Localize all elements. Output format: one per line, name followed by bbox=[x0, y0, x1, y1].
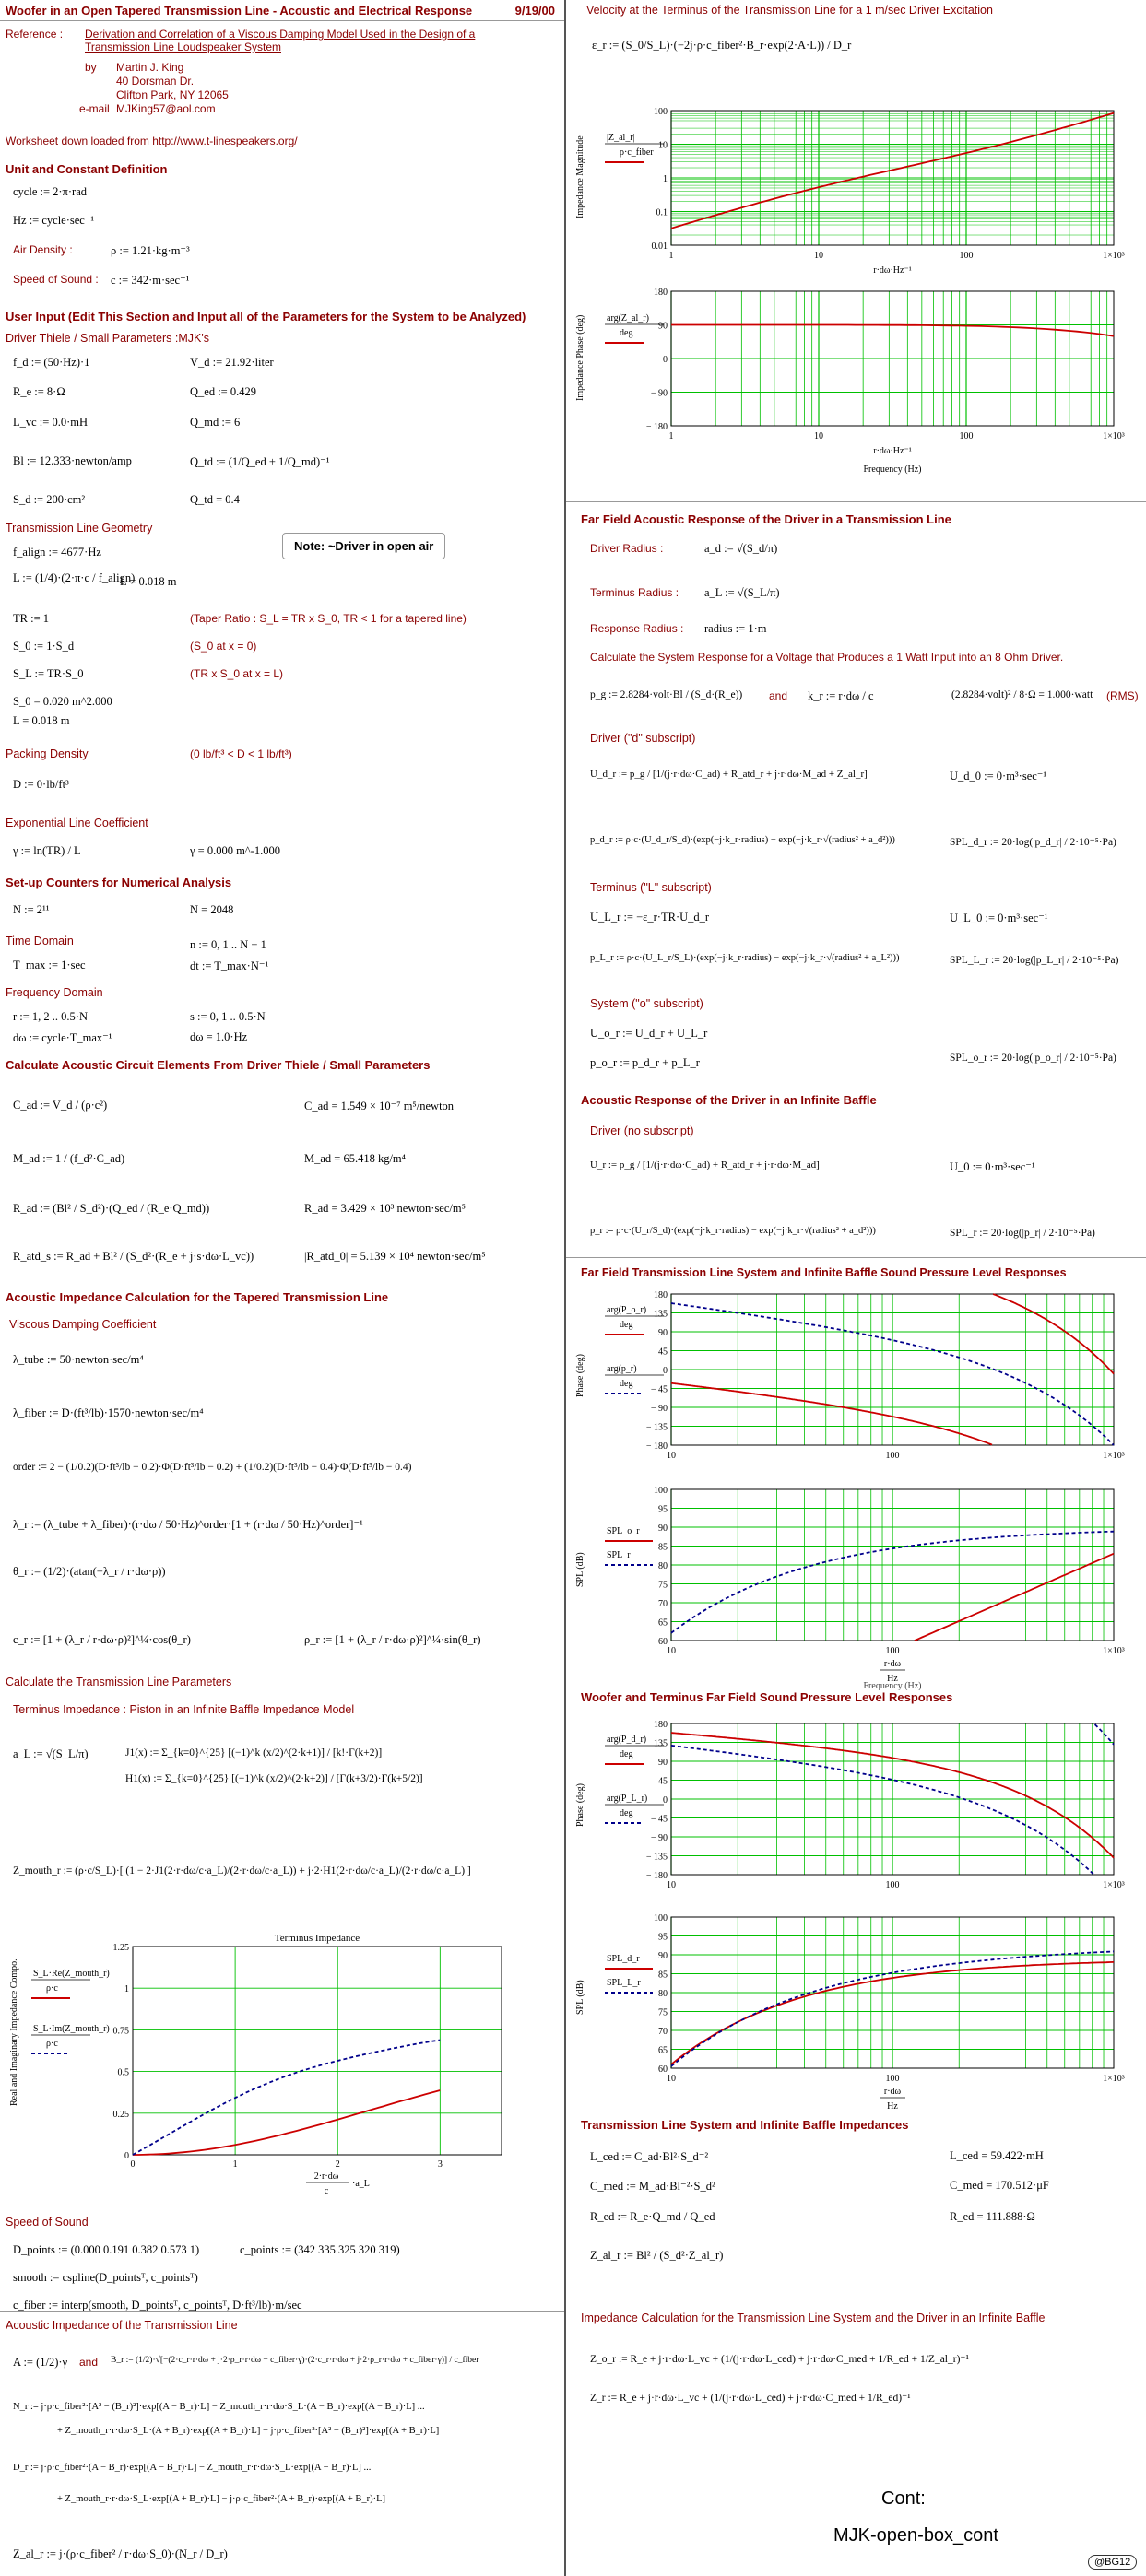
terminus-frame bbox=[133, 1947, 502, 2155]
driver-d-heading: Driver ("d" subscript) bbox=[590, 732, 696, 745]
eq-po: p_o_r := p_d_r + p_L_r bbox=[590, 1056, 700, 1069]
wtphase-l1-legend-top: arg(P_d_r) bbox=[607, 1735, 647, 1745]
wtspl-ytick: 60 bbox=[658, 2064, 668, 2075]
eq-s-range: s := 0, 1 .. 0.5·N bbox=[190, 1010, 266, 1023]
impedance-magnitude-chart bbox=[570, 96, 1141, 280]
terminus-xtick: 1 bbox=[232, 2159, 238, 2170]
tl-params-heading: Calculate the Transmission Line Parameters bbox=[6, 1676, 232, 1688]
ffspl-ytick: 65 bbox=[658, 1617, 668, 1629]
ffspl-xlabel-bot: Hz bbox=[887, 1674, 898, 1684]
far-field-heading: Far Field Acoustic Response of the Driver in a Transmission Line bbox=[581, 512, 951, 526]
ffspl-ytick: 80 bbox=[658, 1561, 668, 1571]
ffphase-xtick: 10 bbox=[667, 1451, 676, 1461]
eq-gamma-value: γ = 0.000 m^-1.000 bbox=[190, 844, 280, 857]
terminus-real-line bbox=[133, 2090, 440, 2155]
eq-cad: C_ad := V_d / (ρ·c²) bbox=[13, 1099, 108, 1112]
eq-pd: p_d_r := ρ·c·(U_d_r/S_d)·(exp(−j·k_r·radius) − exp(−j·k_r·√(radius² + a_d²))) bbox=[590, 835, 895, 845]
reference-block bbox=[6, 28, 63, 41]
terminus-xlabel-bot: c bbox=[324, 2186, 329, 2196]
ffphase-ytick: 0 bbox=[663, 1366, 668, 1376]
eq-ratd-value: |R_atd_0| = 5.139 × 10⁴ newton·sec/m⁵ bbox=[304, 1250, 486, 1263]
eq-L: L := (1/4)·(2·π·c / f_align) bbox=[13, 571, 136, 584]
time-domain-heading: Time Domain bbox=[6, 935, 74, 947]
mag-ytick: 0.01 bbox=[651, 241, 668, 252]
divider bbox=[566, 1257, 1146, 1258]
ffspl-ytick: 100 bbox=[654, 1486, 668, 1496]
eq-fd: f_d := (50·Hz)·1 bbox=[13, 356, 90, 369]
eq-pL: p_L_r := ρ·c·(U_L_r/S_L)·(exp(−j·k_r·radius) − exp(−j·k_r·√(radius² + a_L²))) bbox=[590, 953, 900, 963]
eq-theta-r: θ_r := (1/2)·(atan(−λ_r / r·dω·ρ)) bbox=[13, 1565, 166, 1578]
wtspl-xtick: 100 bbox=[885, 2074, 900, 2084]
ffphase-l1-legend-top: arg(P_o_r) bbox=[607, 1305, 647, 1315]
wtspl-ytick: 75 bbox=[658, 2007, 668, 2018]
ffphase-line-1 bbox=[993, 1294, 1114, 1374]
phase-xlabel: r·dω·Hz⁻¹ bbox=[873, 446, 912, 456]
mag-xtick: 1 bbox=[668, 251, 674, 261]
driver-no-sub-heading: Driver (no subscript) bbox=[590, 1124, 694, 1137]
phase-legend-top: arg(Z_al_r) bbox=[607, 313, 649, 323]
ffphase-ytick: 180 bbox=[654, 1290, 668, 1300]
eq-cpoints: c_points := (342 335 325 320 319) bbox=[240, 2243, 400, 2256]
eq-terminus-radius: a_L := √(S_L/π) bbox=[704, 586, 780, 599]
terminus-ylabel: Real and Imaginary Impedance Compo. bbox=[9, 1958, 19, 2106]
ffspl-line-1 bbox=[915, 1554, 1114, 1641]
terminus-L-heading: Terminus ("L" subscript) bbox=[590, 881, 712, 894]
wtspl-ytick: 70 bbox=[658, 2027, 668, 2037]
ffphase-ytick: 90 bbox=[658, 1328, 668, 1338]
elec-heading: Transmission Line System and Infinite Baffle Impedances bbox=[581, 2118, 909, 2132]
wtspl-ytick: 100 bbox=[654, 1913, 668, 1923]
ffspl-legend-1: SPL_o_r bbox=[607, 1526, 640, 1536]
eq-SPLo: SPL_o_r := 20·log(|p_o_r| / 2·10⁻⁵·Pa) bbox=[950, 1053, 1116, 1064]
system-response-note: Calculate the System Response for a Voltage that Produces a 1 Watt Input into an 8 Ohm Driver. bbox=[590, 651, 1064, 664]
wtspl-ytick: 85 bbox=[658, 1970, 668, 1981]
divider bbox=[0, 2311, 564, 2312]
terminus-imag-line bbox=[133, 2041, 440, 2156]
eq-s0: S_0 := 1·S_d bbox=[13, 640, 75, 653]
eq-cad-value: C_ad = 1.549 × 10⁻⁷ m⁵/newton bbox=[304, 1100, 455, 1112]
wtspl-xlabel-bot: Hz bbox=[887, 2101, 898, 2111]
velocity-heading: Velocity at the Terminus of the Transmission Line for a 1 m/sec Driver Excitation bbox=[586, 4, 993, 17]
eq-SPLL: SPL_L_r := 20·log(|p_L_r| / 2·10⁻⁵·Pa) bbox=[950, 955, 1119, 966]
eq-Cmed-value: C_med = 170.512·μF bbox=[950, 2179, 1049, 2192]
terminus-ytick: 0.25 bbox=[112, 2109, 129, 2120]
eq-bl: Bl := 12.333·newton/amp bbox=[13, 454, 132, 467]
eq-sl: S_L := TR·S_0 bbox=[13, 667, 84, 680]
mag-ylabel: Impedance Magnitude bbox=[575, 135, 585, 218]
counters-heading: Set-up Counters for Numerical Analysis bbox=[6, 876, 232, 889]
terminus-imag-legend-bot: ρ·c bbox=[46, 2039, 58, 2049]
eq-dw-value: dω = 1.0·Hz bbox=[190, 1030, 248, 1043]
eq-pg: p_g := 2.8284·volt·Bl / (S_d·(R_e)) bbox=[590, 689, 743, 700]
terminus-title: Terminus Impedance bbox=[274, 1933, 360, 1944]
ffphase-l2-legend-bot: deg bbox=[620, 1379, 633, 1389]
eq-lambda-tube: λ_tube := 50·newton·sec/m⁴ bbox=[13, 1353, 144, 1366]
phase-xlabel2: Frequency (Hz) bbox=[863, 465, 922, 475]
mag-legend-top: |Z_al_r| bbox=[607, 133, 635, 143]
eq-N2: + Z_mouth_r·r·dω·S_L·(A + B_r)·exp[(A + B_r)·L] − j·ρ·c_fiber²·[A² − (B_r)²]·exp[(A + B_r)·L] bbox=[57, 2426, 440, 2436]
ffspl-ytick: 70 bbox=[658, 1599, 668, 1609]
terminus-ytick: 0.5 bbox=[117, 2067, 129, 2078]
stamp-badge: @BG12 bbox=[1088, 2555, 1137, 2570]
terminus-ytick: 0 bbox=[124, 2151, 129, 2161]
ffspl-ytick: 90 bbox=[658, 1523, 668, 1534]
eq-A: A := (1/2)·γ bbox=[13, 2356, 68, 2369]
eq-L-value: L = 0.018 m bbox=[120, 575, 177, 588]
continued-label: Cont: bbox=[881, 2488, 926, 2509]
eq-U: U_r := p_g / [1/(j·r·dω·C_ad) + R_atd_r + j·r·dω·M_ad] bbox=[590, 1159, 820, 1170]
ffphase-line-1 bbox=[671, 1383, 992, 1445]
mag-ytick: 0.1 bbox=[656, 207, 668, 218]
phase-ytick: − 90 bbox=[650, 388, 668, 399]
ffphase-l1-legend-bot: deg bbox=[620, 1320, 633, 1330]
phase-legend-bot: deg bbox=[620, 328, 633, 338]
eq-qtd-value: Q_td = 0.4 bbox=[190, 493, 240, 506]
phase-line bbox=[671, 325, 1114, 336]
terminus-ytick: 1.25 bbox=[112, 1943, 129, 1953]
eq-Z: Z_r := R_e + j·r·dω·L_vc + (1/(j·r·dω·L_ced) + j·r·dω·C_med + 1/R_ed)⁻¹ bbox=[590, 2393, 911, 2404]
wtspl-ytick: 80 bbox=[658, 1989, 668, 1999]
eq-p: p_r := ρ·c·(U_r/S_d)·(exp(−j·k_r·radius) − exp(−j·k_r·√(radius² + a_d²))) bbox=[590, 1226, 876, 1236]
rms-label: (RMS) bbox=[1106, 689, 1139, 702]
phase-ylabel: Impedance Phase (deg) bbox=[575, 314, 585, 401]
terminus-ytick: 0.75 bbox=[112, 2026, 129, 2037]
eq-Ud: U_d_r := p_g / [1/(j·r·dω·C_ad) + R_atd_r + j·r·dω·M_ad + Z_al_r] bbox=[590, 769, 868, 780]
ffphase-ytick: − 180 bbox=[645, 1441, 668, 1452]
reference-title-1[interactable]: Derivation and Correlation of a Viscous Damping Model Used in the Design of a bbox=[85, 28, 476, 41]
taper-ratio-note: (Taper Ratio : S_L = TR x S_0, TR < 1 for a tapered line) bbox=[190, 612, 467, 625]
eq-mad: M_ad := 1 / (f_d²·C_ad) bbox=[13, 1152, 125, 1165]
eq-order: order := 2 − (1/0.2)(D·ft³/lb − 0.2)·Φ(D·ft³/lb − 0.2) + (1/0.2)(D·ft³/lb − 0.4)·Φ(D·ft³/lb − 0.4) bbox=[13, 1462, 412, 1473]
wtphase-xtick: 1×10³ bbox=[1103, 1880, 1125, 1890]
eq-rad: R_ad := (Bl² / S_d²)·(Q_ed / (R_e·Q_md)) bbox=[13, 1202, 210, 1215]
ff-spl-chart bbox=[570, 1482, 1141, 1690]
impedance-magnitude-plot bbox=[570, 96, 1141, 280]
reference-author-block bbox=[116, 61, 229, 102]
eq-tr: TR := 1 bbox=[13, 612, 49, 625]
ffphase-xtick: 100 bbox=[885, 1451, 900, 1461]
and-label: and bbox=[79, 2356, 99, 2369]
eq-hz: Hz := cycle·sec⁻¹ bbox=[13, 214, 95, 227]
terminus-xtick: 3 bbox=[437, 2159, 443, 2170]
units-heading: Unit and Constant Definition bbox=[6, 162, 168, 176]
impedance-phase-chart bbox=[570, 284, 1141, 481]
ffspl-ytick: 85 bbox=[658, 1542, 668, 1553]
wtphase-l2-legend-bot: deg bbox=[620, 1808, 633, 1818]
email-address[interactable]: MJKing57@aol.com bbox=[116, 102, 216, 115]
eq-dpoints: D_points := (0.000 0.191 0.382 0.573 1) bbox=[13, 2243, 200, 2256]
eq-L-value-2: L = 0.018 m bbox=[13, 714, 70, 727]
response-radius-label: Response Radius : bbox=[590, 622, 684, 635]
driver-radius-label: Driver Radius : bbox=[590, 542, 664, 555]
eq-Uo: U_o_r := U_d_r + U_L_r bbox=[590, 1027, 708, 1040]
eq-N-value: N = 2048 bbox=[190, 903, 234, 916]
driver-params-heading: Driver Thiele / Small Parameters :MJK's bbox=[6, 332, 209, 345]
impedance-phase-plot bbox=[570, 284, 1141, 481]
ffphase-ytick: − 135 bbox=[645, 1422, 668, 1433]
phase-ytick: 180 bbox=[654, 288, 668, 298]
ffspl-ytick: 95 bbox=[658, 1504, 668, 1515]
ffspl-xtick: 1×10³ bbox=[1103, 1646, 1125, 1656]
eq-cycle: cycle := 2·π·rad bbox=[13, 185, 87, 198]
divider bbox=[566, 501, 1146, 502]
wtphase-ytick: − 180 bbox=[645, 1871, 668, 1881]
eq-air-density: ρ := 1.21·kg·m⁻³ bbox=[111, 244, 190, 257]
ffspl-ytick: 75 bbox=[658, 1580, 668, 1591]
wtspl-ytick: 65 bbox=[658, 2045, 668, 2056]
eq-qed: Q_ed := 0.429 bbox=[190, 385, 256, 398]
ff-phase-plot bbox=[570, 1287, 1141, 1473]
terminus-impedance-chart bbox=[4, 1930, 557, 2197]
s0-note: (S_0 at x = 0) bbox=[190, 640, 257, 653]
eq-Red: R_ed := R_e·Q_md / Q_ed bbox=[590, 2210, 715, 2223]
eq-driver-radius: a_d := √(S_d/π) bbox=[704, 542, 778, 555]
terminus-impedance-plot bbox=[4, 1930, 557, 2197]
wtspl-legend-1: SPL_d_r bbox=[607, 1954, 640, 1964]
system-o-heading: System ("o" subscript) bbox=[590, 997, 703, 1010]
eq-lambda-fiber: λ_fiber := D·(ft³/lb)·1570·newton·sec/m⁴ bbox=[13, 1406, 204, 1419]
ff-phase-chart bbox=[570, 1287, 1141, 1473]
eq-dw: dω := cycle·T_max⁻¹ bbox=[13, 1031, 112, 1044]
terminus-real-legend-bot: ρ·c bbox=[46, 1983, 58, 1994]
eq-SPLd: SPL_d_r := 20·log(|p_d_r| / 2·10⁻⁵·Pa) bbox=[950, 837, 1116, 848]
eq-c-r: c_r := [1 + (λ_r / r·dω·ρ)²]^¼·cos(θ_r) bbox=[13, 1633, 191, 1646]
eq-re: R_e := 8·Ω bbox=[13, 385, 65, 398]
wtspl-legend-2: SPL_L_r bbox=[607, 1978, 641, 1988]
author-address-1: 40 Dorsman Dr. bbox=[116, 75, 195, 88]
eq-UL: U_L_r := −ε_r·TR·U_d_r bbox=[590, 911, 710, 923]
eq-zmouth: Z_mouth_r := (ρ·c/S_L)·[ (1 − 2·J1(2·r·dω/c·a_L)/(2·r·dω/c·a_L)) + j·2·H1(2·r·dω/c·a_L)/(2·r·dω/c·a_L) ] bbox=[13, 1865, 471, 1876]
packing-range: (0 lb/ft³ < D < 1 lb/ft³) bbox=[190, 747, 292, 760]
eq-U0: U_0 := 0·m³·sec⁻¹ bbox=[950, 1160, 1035, 1173]
ffphase-ylabel: Phase (deg) bbox=[575, 1354, 585, 1397]
eq-Lced: L_ced := C_ad·Bl²·S_d⁻² bbox=[590, 2150, 709, 2163]
eq-kr: k_r := r·dω / c bbox=[808, 689, 874, 702]
ffspl-xlabel-2: Frequency (Hz) bbox=[863, 1681, 922, 1690]
phase-xtick: 1 bbox=[668, 431, 674, 441]
header bbox=[6, 4, 559, 18]
wtspl-xtick: 10 bbox=[667, 2074, 676, 2084]
mag-legend-bot: ρ·c_fiber bbox=[620, 147, 654, 158]
ffphase-ytick: − 45 bbox=[650, 1384, 668, 1395]
page-date: 9/19/00 bbox=[514, 4, 555, 18]
imp-calc-heading: Impedance Calculation for the Transmission Line System and the Driver in an Infinite Baffle bbox=[581, 2311, 1046, 2324]
wt-phase-plot bbox=[570, 1716, 1141, 1902]
left-column bbox=[0, 0, 566, 2576]
wtphase-ytick: 45 bbox=[658, 1776, 668, 1787]
eq-lvc: L_vc := 0.0·mH bbox=[13, 416, 88, 429]
mag-xlabel: r·dω·Hz⁻¹ bbox=[873, 265, 912, 276]
mag-xtick: 100 bbox=[959, 251, 974, 261]
mag-xtick: 1×10³ bbox=[1103, 251, 1125, 261]
impedance-heading: Acoustic Impedance Calculation for the Tapered Transmission Line bbox=[6, 1290, 389, 1304]
eq-qmd: Q_md := 6 bbox=[190, 416, 241, 429]
ffphase-xtick: 1×10³ bbox=[1103, 1451, 1125, 1461]
terminus-xtick: 0 bbox=[130, 2159, 136, 2170]
tl-geometry-heading: Transmission Line Geometry bbox=[6, 522, 153, 535]
eq-n-range: n := 0, 1 .. N − 1 bbox=[190, 938, 266, 951]
eq-vd: V_d := 21.92·liter bbox=[190, 356, 274, 369]
wtphase-ytick: − 90 bbox=[650, 1833, 668, 1843]
eq-Zal-elec: Z_al_r := Bl² / (S_d²·Z_al_r) bbox=[590, 2249, 724, 2262]
ffphase-ytick: 45 bbox=[658, 1347, 668, 1358]
eq-Ud0: U_d_0 := 0·m³·sec⁻¹ bbox=[950, 770, 1047, 782]
terminus-xtick: 2 bbox=[335, 2159, 340, 2170]
eq-SPL: SPL_r := 20·log(|p_r| / 2·10⁻⁵·Pa) bbox=[950, 1228, 1095, 1239]
wtspl-xlabel-top: r·dω bbox=[883, 2087, 902, 2097]
driver-note: Note: ~Driver in open air bbox=[282, 533, 445, 559]
eq-tmax: T_max := 1·sec bbox=[13, 959, 86, 971]
eq-response-radius: radius := 1·m bbox=[704, 622, 767, 635]
packing-heading: Packing Density bbox=[6, 747, 89, 760]
eq-falign: f_align := 4677·Hz bbox=[13, 546, 101, 559]
page-title: Woofer in an Open Tapered Transmission Line - Acoustic and Electrical Response bbox=[6, 4, 473, 18]
ffphase-ytick: − 90 bbox=[650, 1404, 668, 1414]
wtphase-ytick: − 45 bbox=[650, 1814, 668, 1825]
eq-D2: + Z_mouth_r·r·dω·S_L·exp[(A + B_r)·L] − j·ρ·c_fiber²·(A + B_r)·exp[(A + B_r)·L] bbox=[57, 2494, 386, 2504]
ff-chart-heading: Far Field Transmission Line System and Infinite Baffle Sound Pressure Level Responses bbox=[581, 1266, 1067, 1279]
eq-r-range: r := 1, 2 .. 0.5·N bbox=[13, 1010, 88, 1023]
phase-xtick: 10 bbox=[814, 431, 823, 441]
eq-smooth: smooth := cspline(D_pointsᵀ, c_pointsᵀ) bbox=[13, 2271, 198, 2284]
wtphase-l1-legend-bot: deg bbox=[620, 1749, 633, 1759]
wtphase-xtick: 10 bbox=[667, 1880, 676, 1890]
eq-N: N := 2¹¹ bbox=[13, 903, 50, 916]
email-label: e-mail bbox=[79, 102, 110, 115]
eq-mad-value: M_ad = 65.418 kg/m⁴ bbox=[304, 1152, 407, 1165]
eq-D: D := 0·lb/ft³ bbox=[13, 778, 69, 791]
eq-D1: D_r := j·ρ·c_fiber²·(A − B_r)·exp[(A − B_r)·L] − Z_mouth_r·r·dω·S_L·exp[(A − B_r)·L] ... bbox=[13, 2463, 372, 2473]
ffphase-ytick: 135 bbox=[654, 1309, 668, 1320]
eq-s0-value: S_0 = 0.020 m^2.000 bbox=[13, 695, 112, 708]
reference-title-2[interactable]: Transmission Line Loudspeaker System bbox=[85, 41, 281, 53]
ffphase-l2-legend-top: arg(p_r) bbox=[607, 1364, 637, 1374]
wtspl-ytick: 90 bbox=[658, 1951, 668, 1961]
eq-Lced-value: L_ced = 59.422·mH bbox=[950, 2149, 1044, 2162]
wtspl-ylabel: SPL (dB) bbox=[575, 1980, 585, 2015]
sl-note: (TR x S_0 at x = L) bbox=[190, 667, 284, 680]
eq-aL: a_L := √(S_L/π) bbox=[13, 1747, 89, 1760]
mag-xtick: 10 bbox=[814, 251, 823, 261]
wtphase-xtick: 100 bbox=[885, 1880, 900, 1890]
reference-citation[interactable] bbox=[85, 28, 475, 53]
viscous-heading: Viscous Damping Coefficient bbox=[9, 1318, 157, 1331]
eq-Red-value: R_ed = 111.888·Ω bbox=[950, 2210, 1035, 2223]
eq-gamma: γ := ln(TR) / L bbox=[13, 844, 81, 857]
continued-next[interactable]: MJK-open-box_cont bbox=[833, 2525, 998, 2546]
wtphase-ytick: 90 bbox=[658, 1758, 668, 1768]
ffspl-legend-2: SPL_r bbox=[607, 1550, 631, 1560]
eq-Zal: Z_al_r := j·(ρ·c_fiber² / r·dω·S_0)·(N_r / D_r) bbox=[13, 2547, 228, 2560]
eq-Cmed: C_med := M_ad·Bl⁻²·S_d² bbox=[590, 2180, 715, 2193]
wtspl-xtick: 1×10³ bbox=[1103, 2074, 1125, 2084]
mag-ytick: 100 bbox=[654, 107, 668, 117]
air-density-label: Air Density : bbox=[13, 243, 73, 256]
wt-spl-chart bbox=[570, 1910, 1141, 2112]
phase-ytick: 90 bbox=[658, 321, 668, 332]
ffspl-xlabel-top: r·dω bbox=[883, 1659, 902, 1669]
eq-Zo: Z_o_r := R_e + j·r·dω·L_vc + (1/(j·r·dω·L_ced) + j·r·dω·C_med + 1/R_ed + 1/Z_al_r)⁻¹ bbox=[590, 2354, 969, 2365]
divider bbox=[0, 20, 564, 21]
phase-xtick: 1×10³ bbox=[1103, 431, 1125, 441]
eq-ratd: R_atd_s := R_ad + Bl² / (S_d²·(R_e + j·s·dω·L_vc)) bbox=[13, 1250, 254, 1263]
right-column bbox=[566, 0, 1146, 2576]
mag-line bbox=[671, 113, 1114, 229]
eq-B: B_r := (1/2)·√[−(2·c_r·r·dω + j·2·ρ_r·r·dω − c_fiber·γ)·(2·c_r·r·dω + j·2·ρ_r·r·dω + c_fiber·γ)] / c_fiber bbox=[111, 2356, 479, 2365]
eq-cfiber: c_fiber := interp(smooth, D_pointsᵀ, c_pointsᵀ, D·ft³/lb)·m/sec bbox=[13, 2299, 302, 2311]
eq-power: (2.8284·volt)² / 8·Ω = 1.000·watt bbox=[951, 689, 1093, 700]
author-name: Martin J. King bbox=[116, 61, 184, 74]
phase-ytick: 0 bbox=[663, 355, 668, 365]
ffspl-xtick: 100 bbox=[885, 1646, 900, 1656]
exp-coef-heading: Exponential Line Coefficient bbox=[6, 817, 148, 829]
eq-qtd: Q_td := (1/Q_ed + 1/Q_md)⁻¹ bbox=[190, 455, 330, 468]
ff-spl-plot bbox=[570, 1482, 1141, 1690]
eq-UL0: U_L_0 := 0·m³·sec⁻¹ bbox=[950, 912, 1048, 924]
terminus-real-legend-top: S_L·Re(Z_mouth_r) bbox=[33, 1969, 110, 1979]
ffspl-xtick: 10 bbox=[667, 1646, 676, 1656]
speed-of-sound-heading: Speed of Sound bbox=[6, 2216, 89, 2229]
wtphase-ytick: 0 bbox=[663, 1795, 668, 1806]
tl-impedance-heading: Acoustic Impedance of the Transmission Line bbox=[6, 2319, 238, 2332]
terminus-xlabel-tail: ·a_L bbox=[352, 2179, 370, 2189]
wtspl-ytick: 95 bbox=[658, 1932, 668, 1943]
eq-dt: dt := T_max·N⁻¹ bbox=[190, 959, 269, 972]
baffle-heading: Acoustic Response of the Driver in an Infinite Baffle bbox=[581, 1093, 877, 1107]
mag-ytick: 10 bbox=[658, 140, 668, 151]
author-address-2: Clifton Park, NY 12065 bbox=[116, 88, 229, 101]
wtphase-ylabel: Phase (deg) bbox=[575, 1783, 585, 1827]
phase-ytick: − 180 bbox=[645, 422, 668, 432]
eq-speed-sound: c := 342·m·sec⁻¹ bbox=[111, 274, 190, 287]
wtphase-l2-legend-top: arg(P_L_r) bbox=[607, 1794, 648, 1804]
wtphase-ytick: 180 bbox=[654, 1720, 668, 1730]
freq-domain-heading: Frequency Domain bbox=[6, 986, 103, 999]
eq-J1: J1(x) := Σ_{k=0}^{25} [(−1)^k (x/2)^(2·k+1)] / [k!·Γ(k+2)] bbox=[125, 1747, 383, 1759]
wt-phase-chart bbox=[570, 1716, 1141, 1902]
wt-spl-plot bbox=[570, 1910, 1141, 2112]
terminus-radius-label: Terminus Radius : bbox=[590, 586, 679, 599]
wtphase-ytick: 135 bbox=[654, 1738, 668, 1749]
acoustic-circuit-heading: Calculate Acoustic Circuit Elements From Driver Thiele / Small Parameters bbox=[6, 1058, 431, 1072]
reference-label: Reference : bbox=[6, 28, 64, 41]
terminus-xlabel-top: 2·r·dω bbox=[313, 2171, 339, 2182]
and-label-2: and bbox=[769, 689, 788, 702]
download-note: Worksheet down loaded from http://www.t-linespeakers.org/ bbox=[6, 135, 298, 147]
phase-xtick: 100 bbox=[959, 431, 974, 441]
eq-rho-r: ρ_r := [1 + (λ_r / r·dω·ρ)²]^¼·sin(θ_r) bbox=[304, 1633, 481, 1646]
ffspl-ytick: 60 bbox=[658, 1637, 668, 1647]
eq-rad-value: R_ad = 3.429 × 10³ newton·sec/m⁵ bbox=[304, 1202, 466, 1215]
terminus-imag-legend-top: S_L·Im(Z_mouth_r) bbox=[33, 2024, 110, 2034]
wt-heading: Woofer and Terminus Far Field Sound Pressure Level Responses bbox=[581, 1690, 953, 1704]
eq-velocity: ε_r := (S_0/S_L)·(−2j·ρ·c_fiber²·B_r·exp(2·A·L)) / D_r bbox=[592, 39, 852, 52]
mag-ytick: 1 bbox=[663, 174, 668, 184]
speed-sound-label: Speed of Sound : bbox=[13, 273, 99, 286]
reference-by: by bbox=[85, 61, 97, 74]
user-input-heading: User Input (Edit This Section and Input all of the Parameters for the System to be Analyzed) bbox=[6, 310, 526, 323]
terminus-ytick: 1 bbox=[124, 1984, 129, 1995]
ffspl-ylabel: SPL (dB) bbox=[575, 1552, 585, 1587]
wtphase-line-2 bbox=[1095, 1724, 1114, 1745]
wtphase-ytick: − 135 bbox=[645, 1852, 668, 1863]
terminus-heading: Terminus Impedance : Piston in an Infinite Baffle Impedance Model bbox=[13, 1703, 355, 1716]
eq-lambda-r: λ_r := (λ_tube + λ_fiber)·(r·dω / 50·Hz)^order·[1 + (r·dω / 50·Hz)^order]⁻¹ bbox=[13, 1518, 363, 1531]
eq-H1: H1(x) := Σ_{k=0}^{25} [(−1)^k (x/2)^(2·k+2)] / [Γ(k+3/2)·Γ(k+5/2)] bbox=[125, 1773, 423, 1784]
eq-N1: N_r := j·ρ·c_fiber²·[A² − (B_r)²]·exp[(A − B_r)·L] − Z_mouth_r·r·dω·S_L·(A − B_r)·exp[(A − B_r)·L] ... bbox=[13, 2402, 425, 2412]
eq-sd: S_d := 200·cm² bbox=[13, 493, 86, 506]
